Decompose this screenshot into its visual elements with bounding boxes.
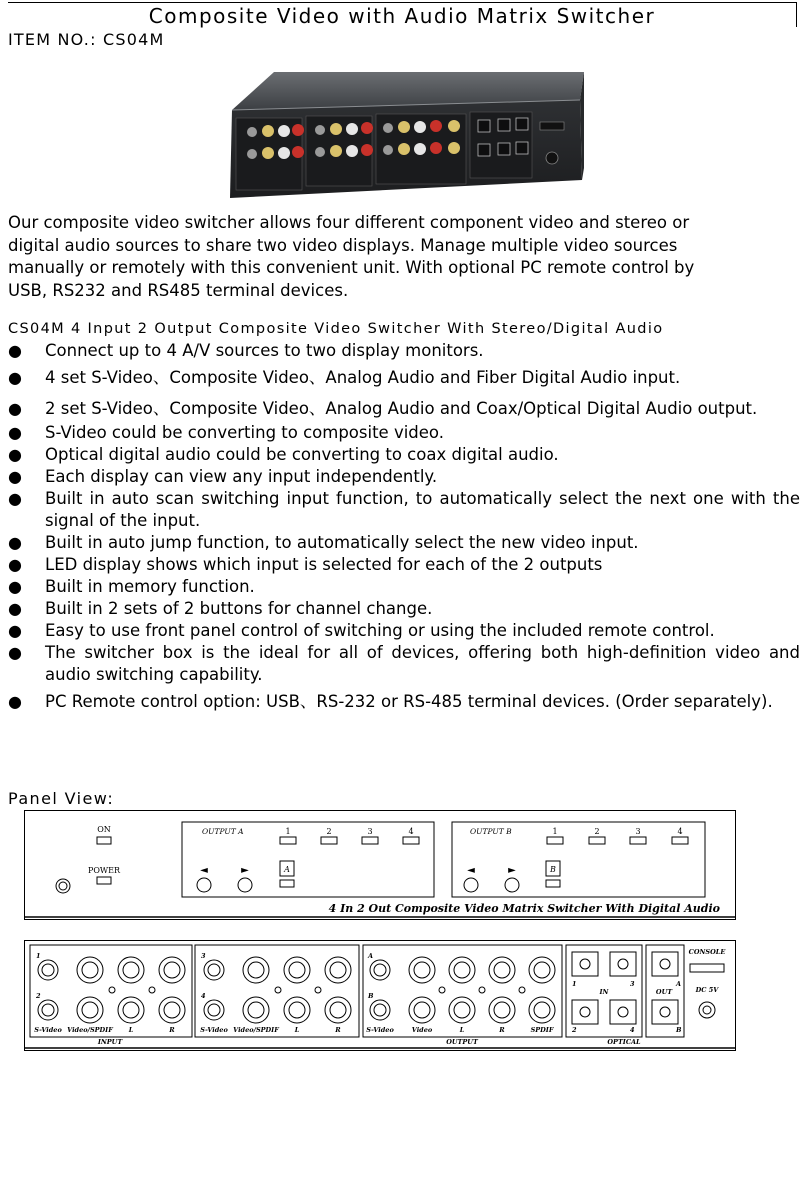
- input-1-label: 1: [36, 952, 41, 960]
- channel-4-label: 4: [408, 827, 414, 836]
- console-port: [690, 964, 724, 972]
- optical-2-label: 2: [572, 1026, 577, 1034]
- left-arrow-icon: ◄: [200, 865, 208, 876]
- product-photo: [222, 70, 590, 202]
- feature-item: ● Easy to use front panel control of switching or using the included remote control.: [8, 620, 800, 642]
- output-b-display: [546, 880, 560, 887]
- right-arrow-icon: ►: [508, 865, 516, 876]
- feature-item: ● LED display shows which input is selected for each of the 2 outputs: [8, 554, 800, 576]
- channel-3-label: 3: [367, 827, 373, 836]
- feature-list: [8, 340, 800, 715]
- input-2-label: 2: [36, 992, 41, 1000]
- feature-item: ● Optical digital audio could be converting to coax digital audio.: [8, 444, 800, 466]
- output-a-label: OUTPUT A: [202, 827, 244, 836]
- dc5v-label: DC 5V: [695, 986, 719, 994]
- optical-1-label: 1: [572, 980, 577, 988]
- output-b-rear-label: B: [368, 992, 374, 1000]
- output-b-prev-button[interactable]: [464, 878, 478, 892]
- power-led: [97, 877, 111, 884]
- feature-item: ● Connect up to 4 A/V sources to two display monitors.: [8, 340, 800, 362]
- feature-item: ● 4 set S-Video、Composite Video、Analog Audio and Fiber Digital Audio input.: [8, 364, 800, 391]
- right-arrow-icon: ►: [241, 865, 249, 876]
- output-b-label: OUTPUT B: [470, 827, 512, 836]
- optical-section-label: OPTICAL: [607, 1038, 641, 1046]
- feature-item: ● The switcher box is the ideal for all of devices, offering both high-definition video and audio switching capability.: [8, 642, 800, 686]
- channel-1-label: 1: [552, 827, 558, 836]
- feature-item: ● 2 set S-Video、Composite Video、Analog Audio and Coax/Optical Digital Audio output.: [8, 395, 800, 422]
- intro-paragraph: [8, 212, 798, 302]
- output-b-led-2: [589, 837, 605, 844]
- left-arrow-icon: ◄: [467, 865, 475, 876]
- output-a-key-label: A: [284, 865, 290, 874]
- svideo-label: S-Video: [200, 1026, 228, 1034]
- right-audio-label: R: [499, 1026, 505, 1034]
- svideo-label: S-Video: [366, 1026, 394, 1034]
- console-label: CONSOLE: [688, 948, 726, 956]
- output-a-led-1: [280, 837, 296, 844]
- output-a-rear-label: A: [368, 952, 374, 960]
- console-port: [540, 122, 564, 130]
- on-label: ON: [97, 825, 111, 834]
- input-3-label: 3: [201, 952, 206, 960]
- svideo-label: S-Video: [34, 1026, 62, 1034]
- video-label: Video: [411, 1026, 433, 1034]
- feature-item: ● Built in memory function.: [8, 576, 800, 598]
- left-audio-label: L: [294, 1026, 300, 1034]
- feature-item: ● S-Video could be converting to composite video.: [8, 422, 800, 444]
- intro-line: Our composite video switcher allows four different component video and stereo or: [8, 213, 690, 232]
- output-section-label: OUTPUT: [446, 1038, 478, 1046]
- features-heading: CS04M 4 Input 2 Output Composite Video Switcher With Stereo/Digital Audio: [8, 321, 664, 337]
- feature-item: ● Built in auto scan switching input function, to automatically select the next one with the signal of the input.: [8, 488, 800, 532]
- video-spdif-label: Video/SPDIF: [67, 1026, 113, 1034]
- optical-in-label: IN: [599, 988, 609, 996]
- channel-2-label: 2: [594, 827, 600, 836]
- output-b-next-button[interactable]: [505, 878, 519, 892]
- spdif-label: SPDIF: [530, 1026, 554, 1034]
- optical-3-label: 3: [630, 980, 635, 988]
- intro-line: USB, RS232 and RS485 terminal devices.: [8, 280, 349, 300]
- feature-item: ● PC Remote control option: USB、RS-232 or RS-485 terminal devices. (Order separately).: [8, 688, 800, 715]
- panel-view-label: Panel View:: [8, 789, 115, 808]
- output-a-next-button[interactable]: [238, 878, 252, 892]
- output-a-led-4: [403, 837, 419, 844]
- output-a-prev-button[interactable]: [197, 878, 211, 892]
- output-b-led-4: [672, 837, 688, 844]
- intro-line: digital audio sources to share two video displays. Manage multiple video sources: [8, 235, 678, 255]
- channel-3-label: 3: [635, 827, 641, 836]
- left-audio-label: L: [459, 1026, 465, 1034]
- title-box: [8, 2, 797, 27]
- power-label: POWER: [87, 866, 121, 875]
- channel-2-label: 2: [326, 827, 332, 836]
- right-audio-label: R: [169, 1026, 175, 1034]
- input-4-label: 4: [201, 992, 206, 1000]
- output-b-led-3: [630, 837, 646, 844]
- feature-item: ● Each display can view any input independently.: [8, 466, 800, 488]
- dc-jack: [546, 152, 558, 164]
- optical-out-label: OUT: [655, 988, 673, 996]
- on-led: [97, 837, 111, 844]
- optical-b-label: B: [676, 1026, 682, 1034]
- intro-line: manually or remotely with this convenient unit. With optional PC remote control by: [8, 258, 695, 277]
- output-a-display: [280, 880, 294, 887]
- left-audio-label: L: [128, 1026, 134, 1034]
- output-b-led-1: [547, 837, 563, 844]
- channel-1-label: 1: [285, 827, 291, 836]
- channel-4-label: 4: [677, 827, 683, 836]
- video-spdif-label: Video/SPDIF: [233, 1026, 279, 1034]
- front-panel-diagram: [24, 810, 736, 920]
- right-audio-label: R: [335, 1026, 341, 1034]
- feature-item: ● Built in auto jump function, to automatically select the new video input.: [8, 532, 800, 554]
- feature-item: ● Built in 2 sets of 2 buttons for channel change.: [8, 598, 800, 620]
- optical-4-label: 4: [630, 1026, 635, 1034]
- optical-a-label: A: [676, 980, 682, 988]
- output-b-key-label: B: [550, 865, 556, 874]
- rear-panel-diagram: [24, 940, 736, 1052]
- output-a-led-3: [362, 837, 378, 844]
- input-section-label: INPUT: [97, 1038, 123, 1046]
- output-a-led-2: [321, 837, 337, 844]
- front-panel-caption: 4 In 2 Out Composite Video Matrix Switcher With Digital Audio: [328, 902, 720, 915]
- page-title: Composite Video with Audio Matrix Switcher: [148, 4, 656, 28]
- item-number: ITEM NO.: CS04M: [8, 30, 165, 49]
